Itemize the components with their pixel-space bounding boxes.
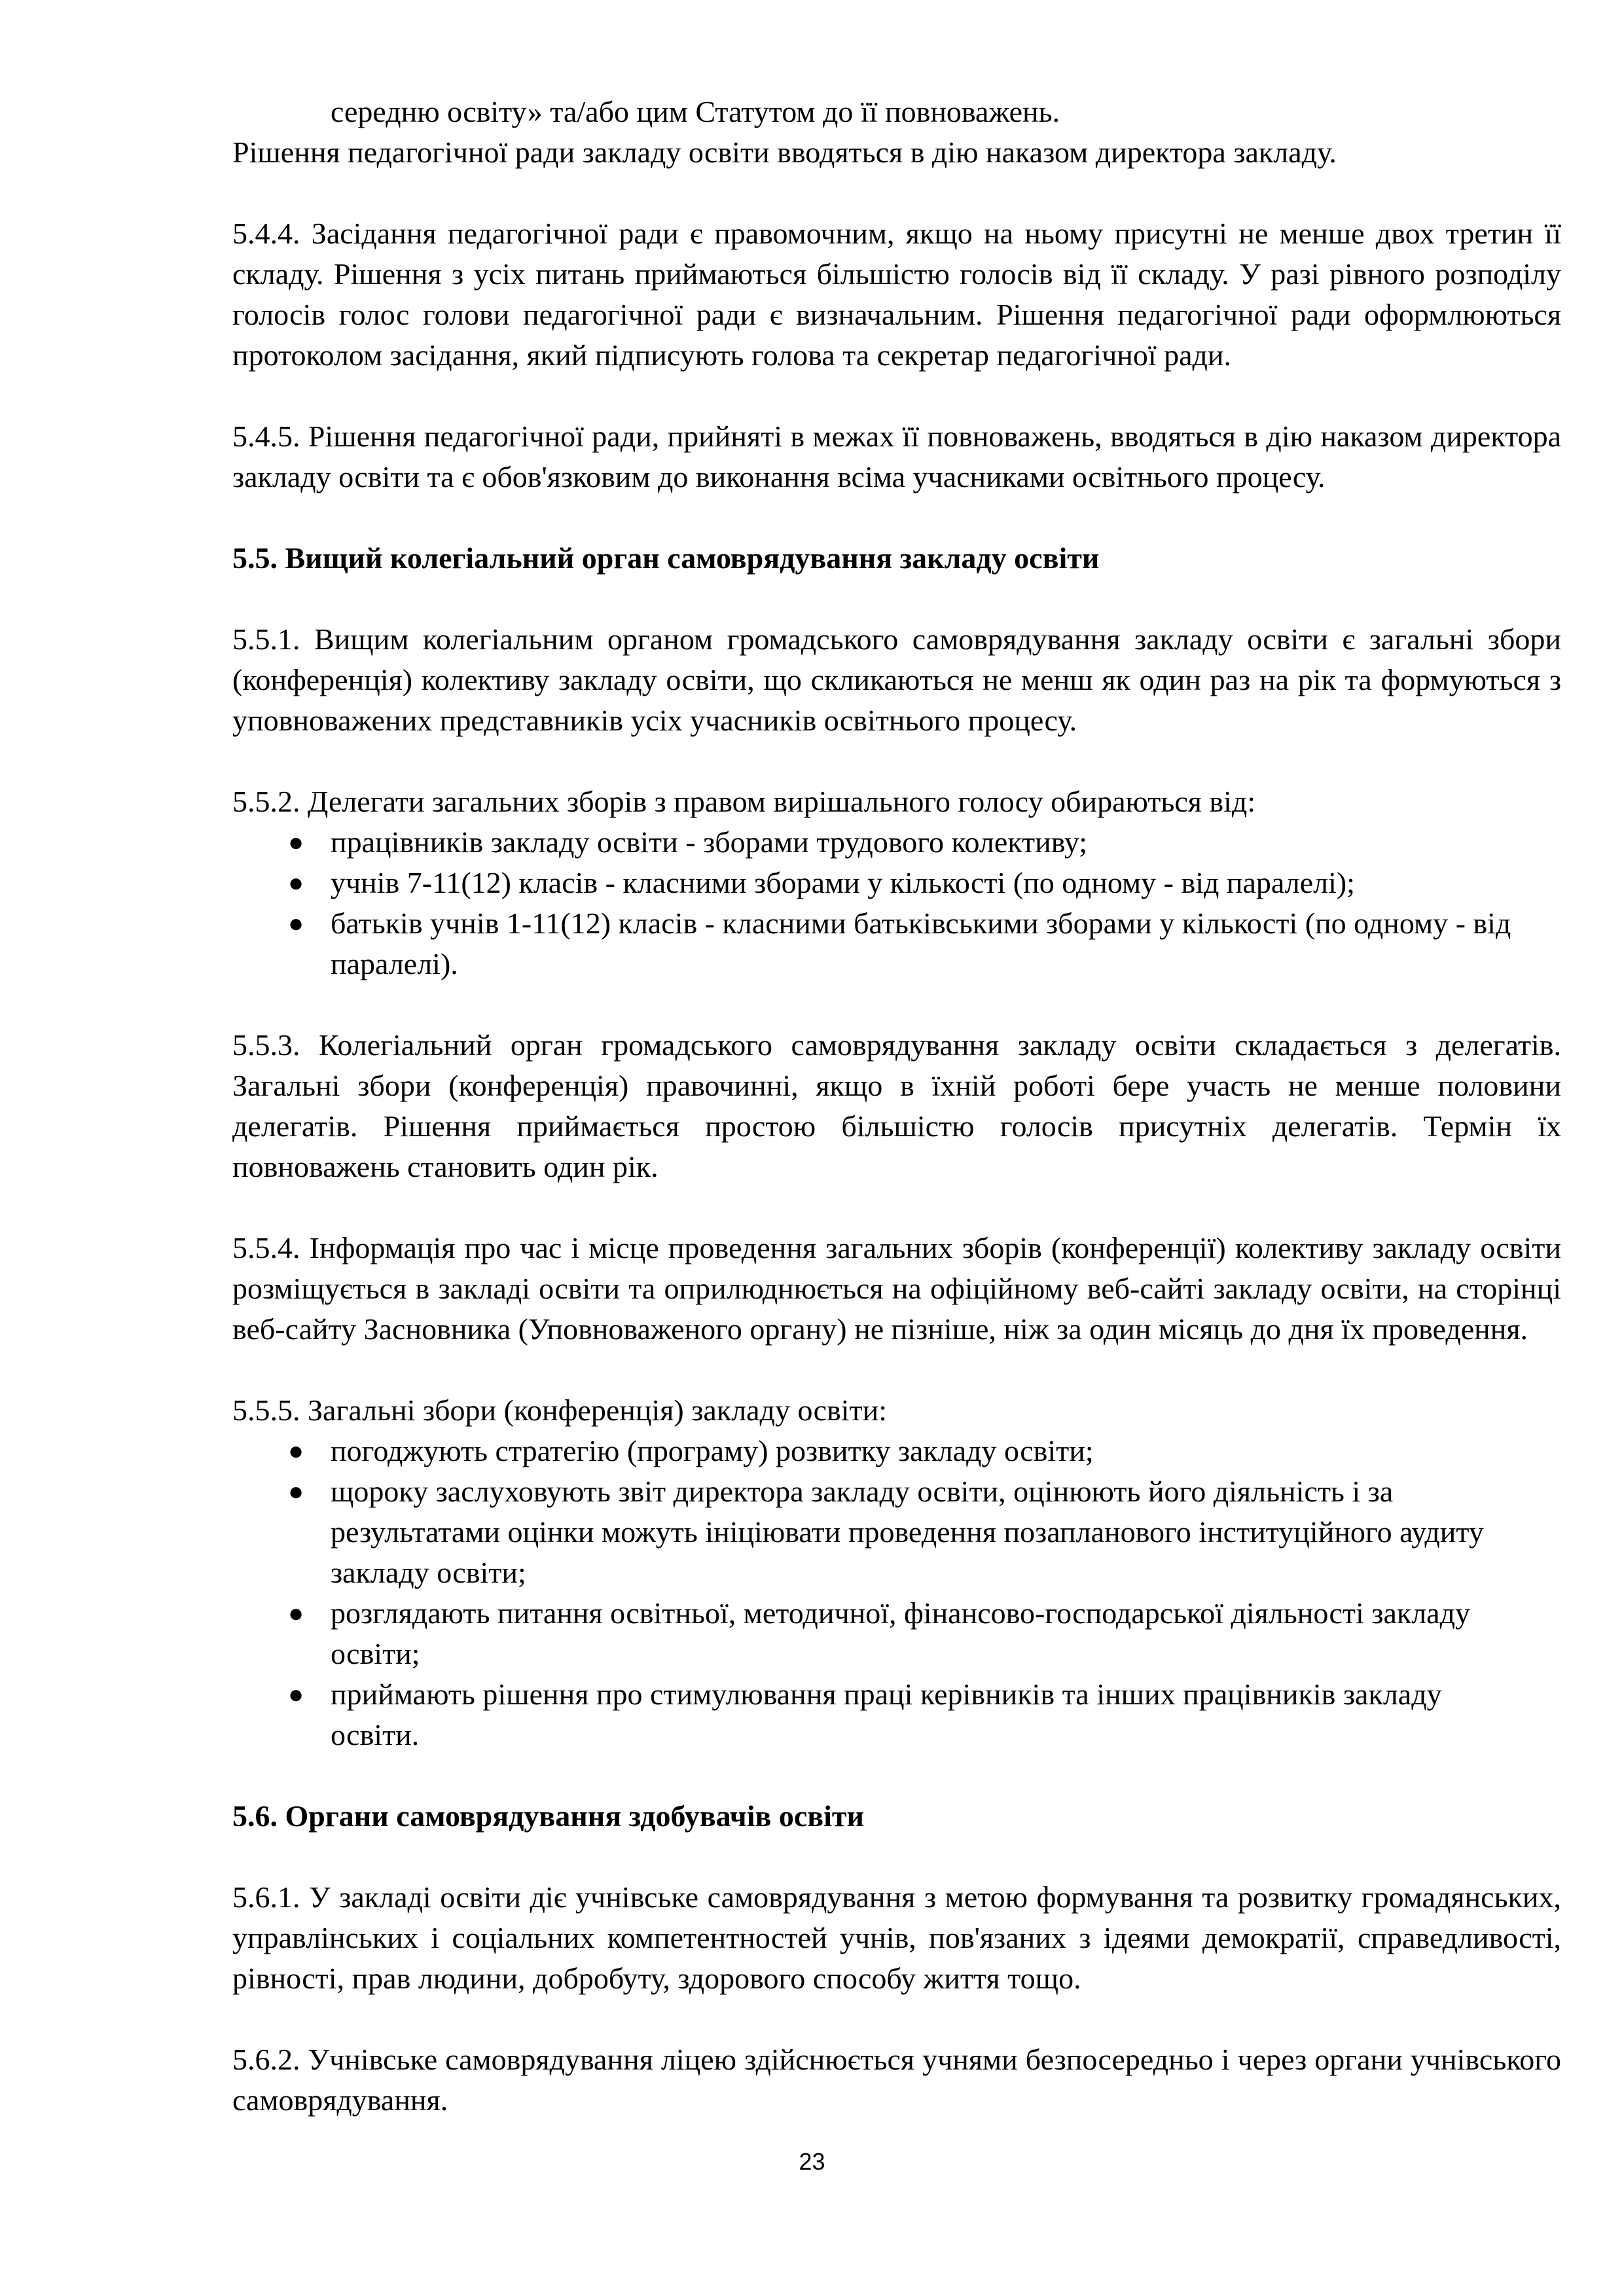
spacer (232, 1350, 1561, 1390)
general-meeting-powers-list (232, 1431, 1561, 1755)
spacer (232, 497, 1561, 538)
spacer (232, 741, 1561, 781)
decision-line: Рішення педагогічної ради закладу освіти вводяться в дію наказом директора закладу. (232, 135, 1337, 169)
list-item: ● працівників закладу освіти - зборами трудового колективу; (232, 822, 1561, 863)
spacer (232, 1755, 1561, 1796)
paragraph-5-5-5-lead: 5.5.5. Загальні збори (конференція) закладу освіти: (232, 1393, 888, 1427)
paragraph-5-6-2: 5.6.2. Учнівське самоврядування ліцею здійснюється учнями безпосередньо і через органи учнівського самоврядування. (232, 2043, 1561, 2117)
list-item: ● приймають рішення про стимулювання праці керівників та інших працівників закладу освіти. (232, 1674, 1561, 1755)
spacer (232, 984, 1561, 1025)
section-heading-5-5: 5.5. Вищий колегіальний орган самоврядування закладу освіти (232, 541, 1100, 575)
list-item: ● щороку заслуховують звіт директора закладу освіти, оцінюють його діяльність і за результатами оцінки можуть ініціювати проведення позапланового інституційного аудиту закладу освіти; (232, 1471, 1561, 1593)
spacer (232, 579, 1561, 619)
paragraph-5-5-2-lead: 5.5.2. Делегати загальних зборів з правом вирішального голосу обираються від: (232, 785, 1256, 818)
spacer (232, 1187, 1561, 1228)
delegates-list (232, 822, 1561, 984)
page-number: 23 (799, 2148, 825, 2175)
paragraph-5-6-1: 5.6.1. У закладі освіти діє учнівське самоврядування з метою формування та розвитку громадянських, управлінських і соціальних компетентностей учнів, пов'язаних з ідеями демократії, справедливості, рівності, прав людини, добробуту, здорового способу життя тощо. (232, 1880, 1561, 1995)
bullet-icon: ● (288, 827, 304, 857)
continuation-line: середню освіту» та/або цим Статутом до її повноважень. (331, 95, 1060, 128)
spacer (232, 1999, 1561, 2039)
spacer (232, 173, 1561, 213)
spacer (232, 376, 1561, 416)
section-heading-5-6: 5.6. Органи самоврядування здобувачів освіти (232, 1799, 865, 1833)
document-page (232, 92, 1561, 2121)
list-item: ● учнів 7-11(12) класів - класними зборами у кількості (по одному - від паралелі); (232, 863, 1561, 903)
bullet-icon: ● (288, 1598, 304, 1628)
spacer (232, 1837, 1561, 1877)
paragraph-5-5-4: 5.5.4. Інформація про час і місце проведення загальних зборів (конференції) колективу закладу освіти розміщується в закладі освіти та оприлюднюється на офіційному веб-сайті закладу освіти, на сторінці веб-сайту Засновника (Уповноваженого органу) не пізніше, ніж за один місяць до дня їх проведення. (232, 1231, 1561, 1346)
bullet-icon: ● (288, 1477, 304, 1506)
paragraph-5-5-3: 5.5.3. Колегіальний орган громадського самоврядування закладу освіти складається з делегатів. Загальні збори (конференція) правочинні, якщо в їхній роботі бере участь не менше половини делегатів. Рішення приймається простою більшістю голосів присутніх делегатів. Термін їх повноважень становить один рік. (232, 1028, 1561, 1183)
paragraph-5-5-1: 5.5.1. Вищим колегіальним органом громадського самоврядування закладу освіти є загальні збори (конференція) колективу закладу освіти, що скликаються не менш як один раз на рік та формуються з уповноважених представників усіх учасників освітнього процесу. (232, 622, 1561, 737)
bullet-icon: ● (288, 1679, 304, 1709)
list-item: ● погоджують стратегію (програму) розвитку закладу освіти; (232, 1431, 1561, 1471)
bullet-icon: ● (288, 868, 304, 897)
list-item: ● розглядають питання освітньої, методичної, фінансово-господарської діяльності закладу освіти; (232, 1593, 1561, 1674)
paragraph-5-4-5: 5.4.5. Рішення педагогічної ради, прийняті в межах її повноважень, вводяться в дію наказом директора закладу освіти та є обов'язковим до виконання всіма учасниками освітнього процесу. (232, 420, 1561, 493)
paragraph-5-4-4: 5.4.4. Засідання педагогічної ради є правомочним, якщо на ньому присутні не менше двох третин її складу. Рішення з усіх питань приймаються більшістю голосів від її складу. У разі рівного розподілу голосів голос голови педагогічної ради є визначальним. Рішення педагогічної ради оформлюються протоколом засідання, який підписують голова та секретар педагогічної ради. (232, 217, 1561, 372)
bullet-icon: ● (288, 908, 304, 938)
bullet-icon: ● (288, 1436, 304, 1465)
list-item: ● батьків учнів 1-11(12) класів - класними батьківськими зборами у кількості (по одному - від паралелі). (232, 903, 1561, 984)
